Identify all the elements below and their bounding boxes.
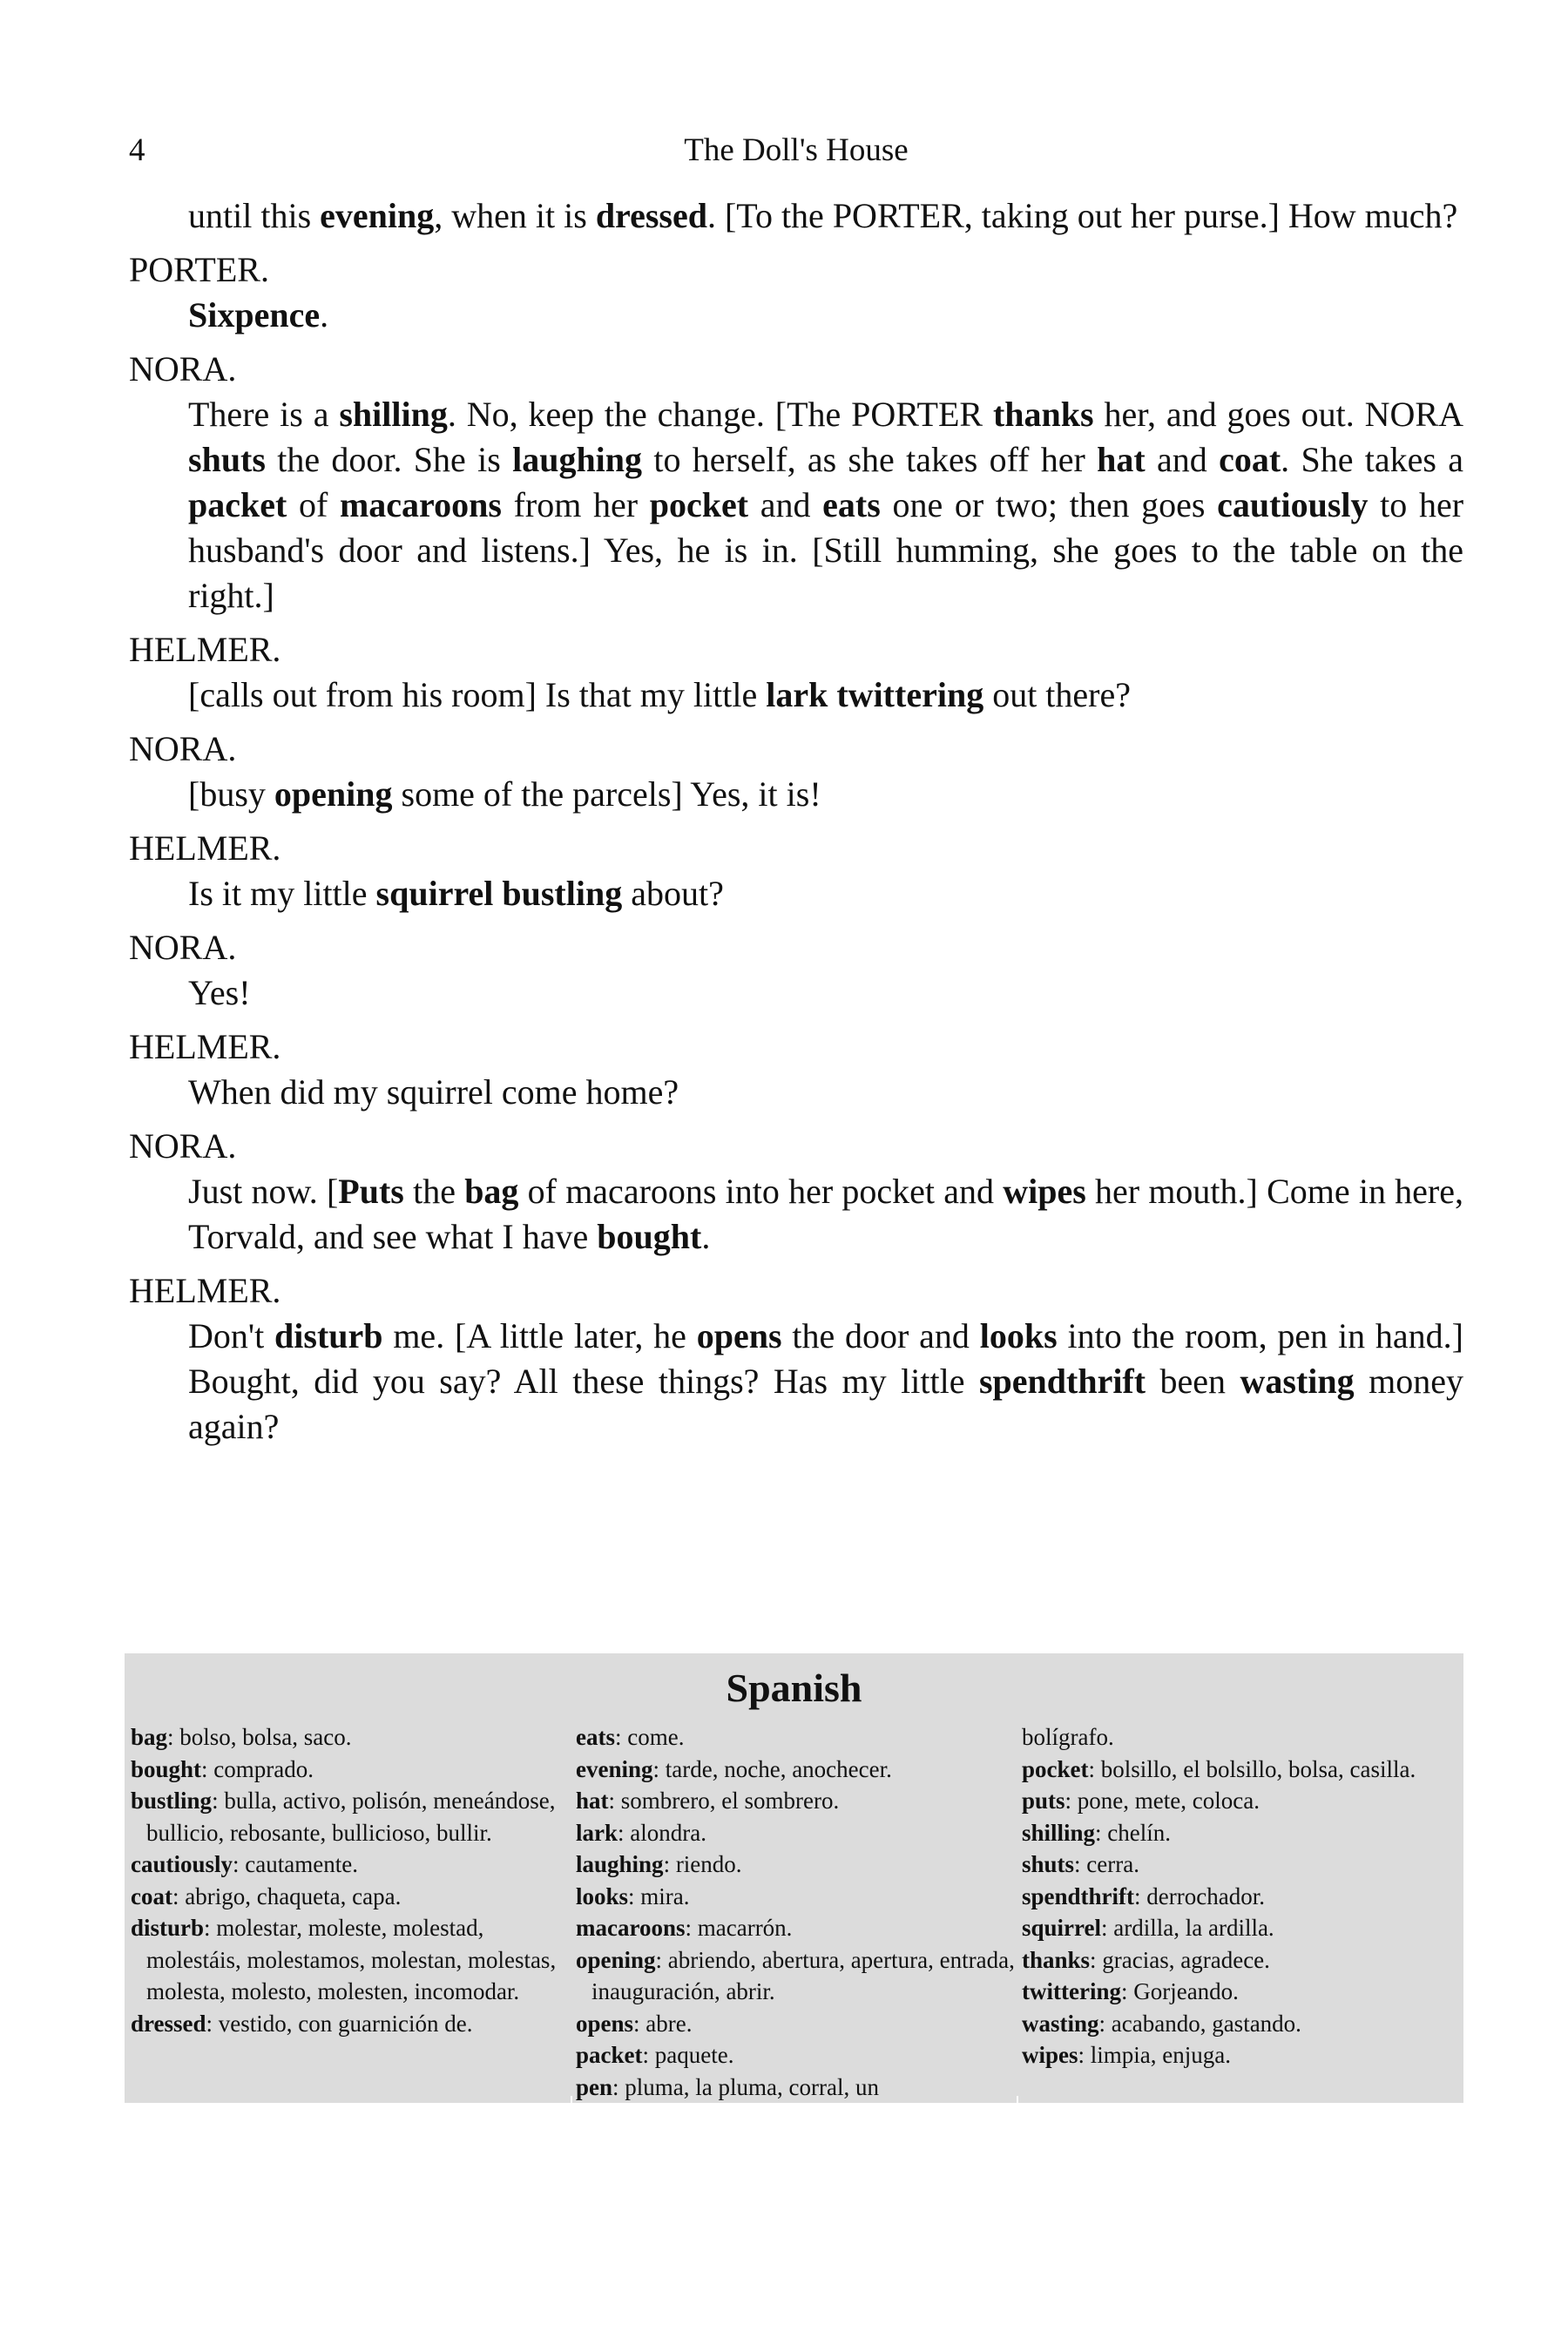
vocab-word: Puts	[338, 1172, 404, 1211]
text-run: from her	[501, 485, 650, 524]
glossary-term: opening	[576, 1946, 656, 1973]
column-divider	[571, 2096, 572, 2103]
glossary-translation: : Gorjeando.	[1120, 1978, 1239, 2004]
text-run: . No, keep the change. [The PORTER	[447, 395, 993, 434]
vocab-word: shilling	[339, 395, 448, 434]
glossary-term: bustling	[131, 1788, 213, 1814]
glossary-term: bought	[131, 1755, 202, 1782]
glossary-translation: : cautamente.	[233, 1851, 358, 1877]
glossary-term: wasting	[1022, 2010, 1099, 2037]
glossary-entry	[1022, 1754, 1462, 1786]
text-run: and	[1145, 440, 1220, 479]
glossary-term: eats	[576, 1724, 615, 1750]
glossary-column-3	[1022, 1721, 1462, 2072]
vocab-word: squirrel	[375, 874, 494, 913]
glossary-term: macaroons	[576, 1915, 686, 1941]
glossary-translation: : alondra.	[618, 1819, 706, 1846]
glossary-translation: : abriendo, abertura, apertura, entrada, inauguración, abrir.	[591, 1946, 1015, 2004]
glossary-entry	[131, 1721, 571, 1754]
glossary-term: disturb	[131, 1915, 205, 1941]
speech-text	[188, 772, 1463, 817]
glossary-term: packet	[576, 2042, 643, 2068]
text-run: until this	[188, 196, 321, 235]
glossary-entry	[1022, 1848, 1462, 1881]
glossary-entry	[576, 1817, 1016, 1849]
vocab-word: Sixpence	[188, 295, 321, 335]
glossary-translation: : pone, mete, coloca.	[1064, 1788, 1260, 1814]
glossary-entry	[576, 1754, 1016, 1786]
glossary-translation: : vestido, con guarnición de.	[206, 2010, 473, 2037]
text-run: Don't	[188, 1316, 275, 1355]
vocab-word: wipes	[1003, 1172, 1086, 1211]
speaker-name: HELMER.	[129, 1271, 281, 1310]
glossary-term: hat	[576, 1788, 609, 1814]
page-number: 4	[129, 132, 145, 168]
glossary-entry	[576, 1881, 1016, 1913]
vocab-word: shuts	[188, 440, 266, 479]
glossary-entry	[576, 1912, 1016, 1944]
text-run: [busy	[188, 774, 274, 814]
vocab-word: packet	[188, 485, 287, 524]
glossary-term: squirrel	[1022, 1915, 1102, 1941]
glossary-translation: : abre.	[633, 2010, 693, 2037]
glossary-entry	[1022, 1912, 1462, 1944]
vocab-word: opening	[274, 774, 393, 814]
glossary-translation: : cerra.	[1074, 1851, 1139, 1877]
glossary-box	[125, 1653, 1463, 2103]
vocab-word: evening	[320, 196, 435, 235]
running-title: The Doll's House	[684, 132, 909, 168]
glossary-term: thanks	[1022, 1946, 1091, 1973]
glossary-term: shuts	[1022, 1851, 1075, 1877]
vocab-word: thanks	[992, 395, 1094, 434]
glossary-translation: : acabando, gastando.	[1098, 2010, 1301, 2037]
vocab-word: laughing	[512, 440, 643, 479]
dialogue-block	[129, 1268, 1463, 1450]
glossary-translation: : riendo.	[663, 1851, 742, 1877]
glossary-term: opens	[576, 2010, 634, 2037]
vocab-word: bustling	[502, 874, 623, 913]
vocab-word: lark	[766, 675, 828, 714]
speech-text	[188, 193, 1463, 239]
text-run: Yes!	[188, 973, 251, 1012]
text-run: some of the parcels] Yes, it is!	[392, 774, 821, 814]
dialogue-block	[129, 826, 1463, 916]
glossary-title: Spanish	[726, 1666, 862, 1710]
text-run: the door. She is	[265, 440, 513, 479]
glossary-translation: : gracias, agradece.	[1090, 1946, 1270, 1973]
glossary-term: twittering	[1022, 1978, 1121, 2004]
glossary-entry	[1022, 1944, 1462, 1977]
text-run: one or two; then goes	[880, 485, 1218, 524]
glossary-entry	[131, 1881, 571, 1913]
text-run: money again?	[188, 1362, 1464, 1446]
text-run: to herself, as she takes off her	[642, 440, 1098, 479]
glossary-entry	[576, 1848, 1016, 1881]
vocab-word: wasting	[1240, 1362, 1355, 1401]
glossary-term: coat	[131, 1882, 172, 1909]
glossary-term: evening	[576, 1755, 653, 1782]
glossary-entry	[576, 1785, 1016, 1817]
text-run: Just now. [	[188, 1172, 339, 1211]
dialogue-block	[129, 727, 1463, 817]
glossary-translation: : abrigo, chaqueta, capa.	[172, 1882, 402, 1909]
text-run: . She takes a	[1281, 440, 1463, 479]
glossary-entry	[131, 1912, 571, 2008]
speech-text	[188, 1169, 1463, 1260]
speaker-name: NORA.	[129, 349, 237, 389]
glossary-term: bag	[131, 1724, 168, 1750]
vocab-word: hat	[1097, 440, 1146, 479]
dialogue-block	[129, 925, 1463, 1016]
text-run: There is a	[188, 395, 340, 434]
glossary-translation: : molestar, moleste, molestad, molestáis, molestamos, molestan, molestas, molesta, molesto, molesten, incomodar.	[146, 1915, 557, 2004]
glossary-entry	[131, 1785, 571, 1848]
text-run: her mouth.] Come in here, Torvald, and see what I have	[188, 1172, 1464, 1256]
speaker-name: PORTER.	[129, 250, 269, 289]
glossary-entry	[576, 1721, 1016, 1754]
glossary-entry	[131, 1848, 571, 1881]
text-run: about?	[622, 874, 724, 913]
text-run: .	[320, 295, 329, 335]
dialogue-block	[129, 627, 1463, 718]
vocab-word: twittering	[836, 675, 984, 714]
text-run: been	[1146, 1362, 1240, 1401]
glossary-term: wipes	[1022, 2042, 1078, 2068]
speaker-name: NORA.	[129, 928, 237, 967]
glossary-translation: bolígrafo.	[1022, 1724, 1114, 1750]
text-run: Is it my little	[188, 874, 376, 913]
text-run: out there?	[983, 675, 1131, 714]
glossary-translation: : sombrero, el sombrero.	[608, 1788, 840, 1814]
text-run: , when it is	[434, 196, 596, 235]
speech-text	[188, 672, 1463, 718]
glossary-translation: : tarde, noche, anochecer.	[652, 1755, 892, 1782]
glossary-term: pen	[576, 2073, 613, 2100]
vocab-word: cautiously	[1217, 485, 1369, 524]
glossary-term: spendthrift	[1022, 1882, 1135, 1909]
glossary-translation: : bolsillo, el bolsillo, bolsa, casilla.	[1088, 1755, 1416, 1782]
text-run: . [To the PORTER, taking out her purse.] How much?	[706, 196, 1458, 235]
text-run: the door and	[781, 1316, 980, 1355]
glossary-translation: : derrochador.	[1134, 1882, 1265, 1909]
column-divider	[1017, 2096, 1018, 2103]
speech-text	[188, 970, 1463, 1016]
page-header	[129, 129, 1463, 172]
glossary-translation: : ardilla, la ardilla.	[1101, 1915, 1274, 1941]
glossary-column-2	[576, 1721, 1016, 2103]
vocab-word: eats	[822, 485, 881, 524]
speaker-name: NORA.	[129, 1126, 237, 1166]
text-run: and	[748, 485, 823, 524]
dialogue-block	[129, 247, 1463, 338]
vocab-word: bought	[597, 1217, 702, 1256]
glossary-translation: : come.	[614, 1724, 685, 1750]
glossary-term: cautiously	[131, 1851, 233, 1877]
glossary-entry	[1022, 2039, 1462, 2072]
glossary-translation: : limpia, enjuga.	[1078, 2042, 1231, 2068]
vocab-word: disturb	[274, 1316, 383, 1355]
glossary-translation: : bulla, activo, polisón, meneándose, bullicio, rebosante, bullicioso, bullir.	[146, 1788, 556, 1846]
glossary-entry	[576, 2008, 1016, 2040]
dialogue-block	[129, 347, 1463, 618]
speech-text	[188, 1314, 1463, 1450]
glossary-entry	[576, 2072, 1016, 2104]
vocab-word: pocket	[649, 485, 749, 524]
vocab-word: looks	[979, 1316, 1058, 1355]
glossary-entry	[1022, 1785, 1462, 1817]
text-run: of	[287, 485, 340, 524]
text-run: to her husband's door and listens.] Yes, he is in. [Still humming, she goes to the table on the right.]	[188, 485, 1464, 615]
text-run: of macaroons into her pocket and	[518, 1172, 1004, 1211]
text-run: [calls out from his room] Is that my little	[188, 675, 767, 714]
glossary-entry	[131, 2008, 571, 2040]
speaker-name: HELMER.	[129, 828, 281, 868]
glossary-term: shilling	[1022, 1819, 1096, 1846]
glossary-translation: : pluma, la pluma, corral, un	[612, 2073, 879, 2100]
text-run: me. [A little later, he	[382, 1316, 697, 1355]
glossary-entry	[1022, 1881, 1462, 1913]
text-run: When did my squirrel come home?	[188, 1072, 679, 1112]
dialogue-block	[129, 1124, 1463, 1260]
glossary-translation: : bolso, bolsa, saco.	[167, 1724, 352, 1750]
speech-text	[188, 871, 1463, 916]
vocab-word: dressed	[595, 196, 707, 235]
vocab-word: macaroons	[339, 485, 502, 524]
glossary-term: puts	[1022, 1788, 1065, 1814]
glossary-entry	[576, 2039, 1016, 2072]
glossary-entry	[1022, 1817, 1462, 1849]
glossary-column-1	[131, 1721, 571, 2039]
glossary-entry	[576, 1944, 1016, 2008]
glossary-term: looks	[576, 1882, 629, 1909]
dialogue-block	[129, 193, 1463, 239]
text-run: her, and goes out. NORA	[1093, 395, 1463, 434]
text-run	[828, 675, 836, 714]
glossary-translation: : chelín.	[1095, 1819, 1172, 1846]
speaker-name: HELMER.	[129, 630, 281, 669]
glossary-entry	[1022, 1721, 1462, 1754]
glossary-term: laughing	[576, 1851, 664, 1877]
glossary-entry	[131, 1754, 571, 1786]
play-text	[129, 193, 1463, 1458]
speech-text	[188, 1070, 1463, 1115]
glossary-translation: : macarrón.	[685, 1915, 793, 1941]
text-run: the	[403, 1172, 465, 1211]
glossary-term: dressed	[131, 2010, 206, 2037]
glossary-term: pocket	[1022, 1755, 1089, 1782]
glossary-translation: : mira.	[628, 1882, 690, 1909]
glossary-translation: : paquete.	[642, 2042, 734, 2068]
glossary-entry	[1022, 2008, 1462, 2040]
text-run	[493, 874, 502, 913]
speech-text	[188, 293, 1463, 338]
speech-text	[188, 392, 1463, 618]
vocab-word: opens	[696, 1316, 782, 1355]
glossary-translation: : comprado.	[201, 1755, 314, 1782]
text-run: .	[701, 1217, 711, 1256]
glossary-entry	[1022, 1976, 1462, 2008]
vocab-word: spendthrift	[978, 1362, 1146, 1401]
vocab-word: bag	[464, 1172, 519, 1211]
speaker-name: HELMER.	[129, 1027, 281, 1066]
glossary-term: lark	[576, 1819, 618, 1846]
dialogue-block	[129, 1024, 1463, 1115]
text-run: into the room, pen in hand.] Bought, did you say? All these things? Has my little	[188, 1316, 1463, 1401]
speaker-name: NORA.	[129, 729, 237, 768]
vocab-word: coat	[1219, 440, 1281, 479]
